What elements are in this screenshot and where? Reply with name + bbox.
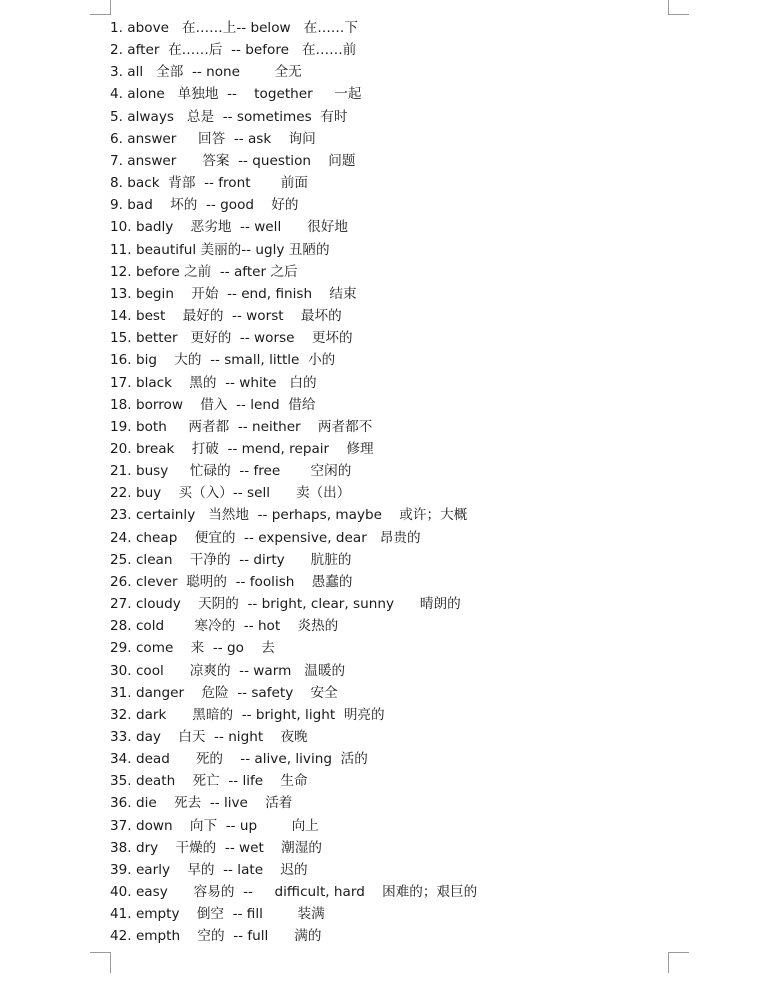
list-item: 39. early 早的 -- late 迟的 [110,861,308,878]
list-item: 18. borrow 借入 -- lend 借给 [110,396,316,413]
list-item: 3. all 全部 -- none 全无 [110,64,302,81]
list-item: 32. dark 黑暗的 -- bright, light 明亮的 [110,706,385,723]
list-item: 40. easy 容易的 -- difficult, hard 困难的；艰巨的 [110,884,478,901]
list-item: 38. dry 干燥的 -- wet 潮湿的 [110,839,322,856]
crop-mark-bottom-left [90,952,111,973]
antonym-list [110,17,477,948]
list-item: 5. always 总是 -- sometimes 有时 [110,108,348,125]
crop-mark-top-right [668,0,689,15]
list-item: 33. day 白天 -- night 夜晚 [110,729,308,745]
list-item: 15. better 更好的 -- worse 更坏的 [110,330,353,347]
list-item: 31. danger 危险 -- safety 安全 [110,684,338,701]
list-item: 24. cheap 便宜的 -- expensive, dear 昂贵的 [110,529,421,546]
list-item: 21. busy 忙碌的 -- free 空闲的 [110,463,352,480]
list-item: 13. begin 开始 -- end, finish 结束 [110,285,357,302]
list-item: 37. down 向下 -- up 向上 [110,817,319,834]
list-item: 29. come 来 -- go 去 [110,640,275,657]
list-item: 34. dead 死的 -- alive, living 活的 [110,751,368,768]
list-item: 27. cloudy 天阴的 -- bright, clear, sunny 晴朗的 [110,596,461,613]
list-item: 16. big 大的 -- small, little 小的 [110,352,336,369]
list-item: 23. certainly 当然地 -- perhaps, maybe 或许；大概 [110,507,468,524]
list-item: 1. above 在……上-- below 在……下 [110,20,358,36]
list-item: 20. break 打破 -- mend, repair 修理 [110,440,374,457]
list-item: 7. answer 答案 -- question 问题 [110,152,356,169]
list-item: 11. beautiful 美丽的-- ugly 丑陋的 [110,241,330,258]
list-item: 6. answer 回答 -- ask 询问 [110,130,316,147]
list-item: 8. back 背部 -- front 前面 [110,175,308,192]
list-item: 41. empty 倒空 -- fill 装满 [110,906,325,923]
crop-mark-top-left [90,0,111,15]
list-item: 22. buy 买（入）-- sell 卖（出） [110,485,351,502]
list-item: 35. death 死亡 -- life 生命 [110,773,308,790]
list-item: 2. after 在……后 -- before 在……前 [110,42,357,59]
crop-mark-bottom-right [668,952,689,973]
list-item: 17. black 黑的 -- white 白的 [110,374,317,391]
list-item: 4. alone 单独地 -- together 一起 [110,86,362,103]
list-item: 14. best 最好的 -- worst 最坏的 [110,308,342,325]
list-item: 19. both 两者都 -- neither 两者都不 [110,418,373,435]
list-item: 42. empth 空的 -- full 满的 [110,928,322,945]
list-item: 30. cool 凉爽的 -- warm 温暖的 [110,662,346,679]
list-item: 9. bad 坏的 -- good 好的 [110,197,299,214]
list-item: 10. badly 恶劣地 -- well 很好地 [110,219,348,236]
list-item: 25. clean 干净的 -- dirty 肮脏的 [110,551,352,568]
list-item: 28. cold 寒冷的 -- hot 炎热的 [110,618,339,635]
list-item: 26. clever 聪明的 -- foolish 愚蠢的 [110,573,353,590]
list-item: 12. before 之前 -- after 之后 [110,263,298,280]
list-item: 36. die 死去 -- live 活着 [110,795,293,812]
